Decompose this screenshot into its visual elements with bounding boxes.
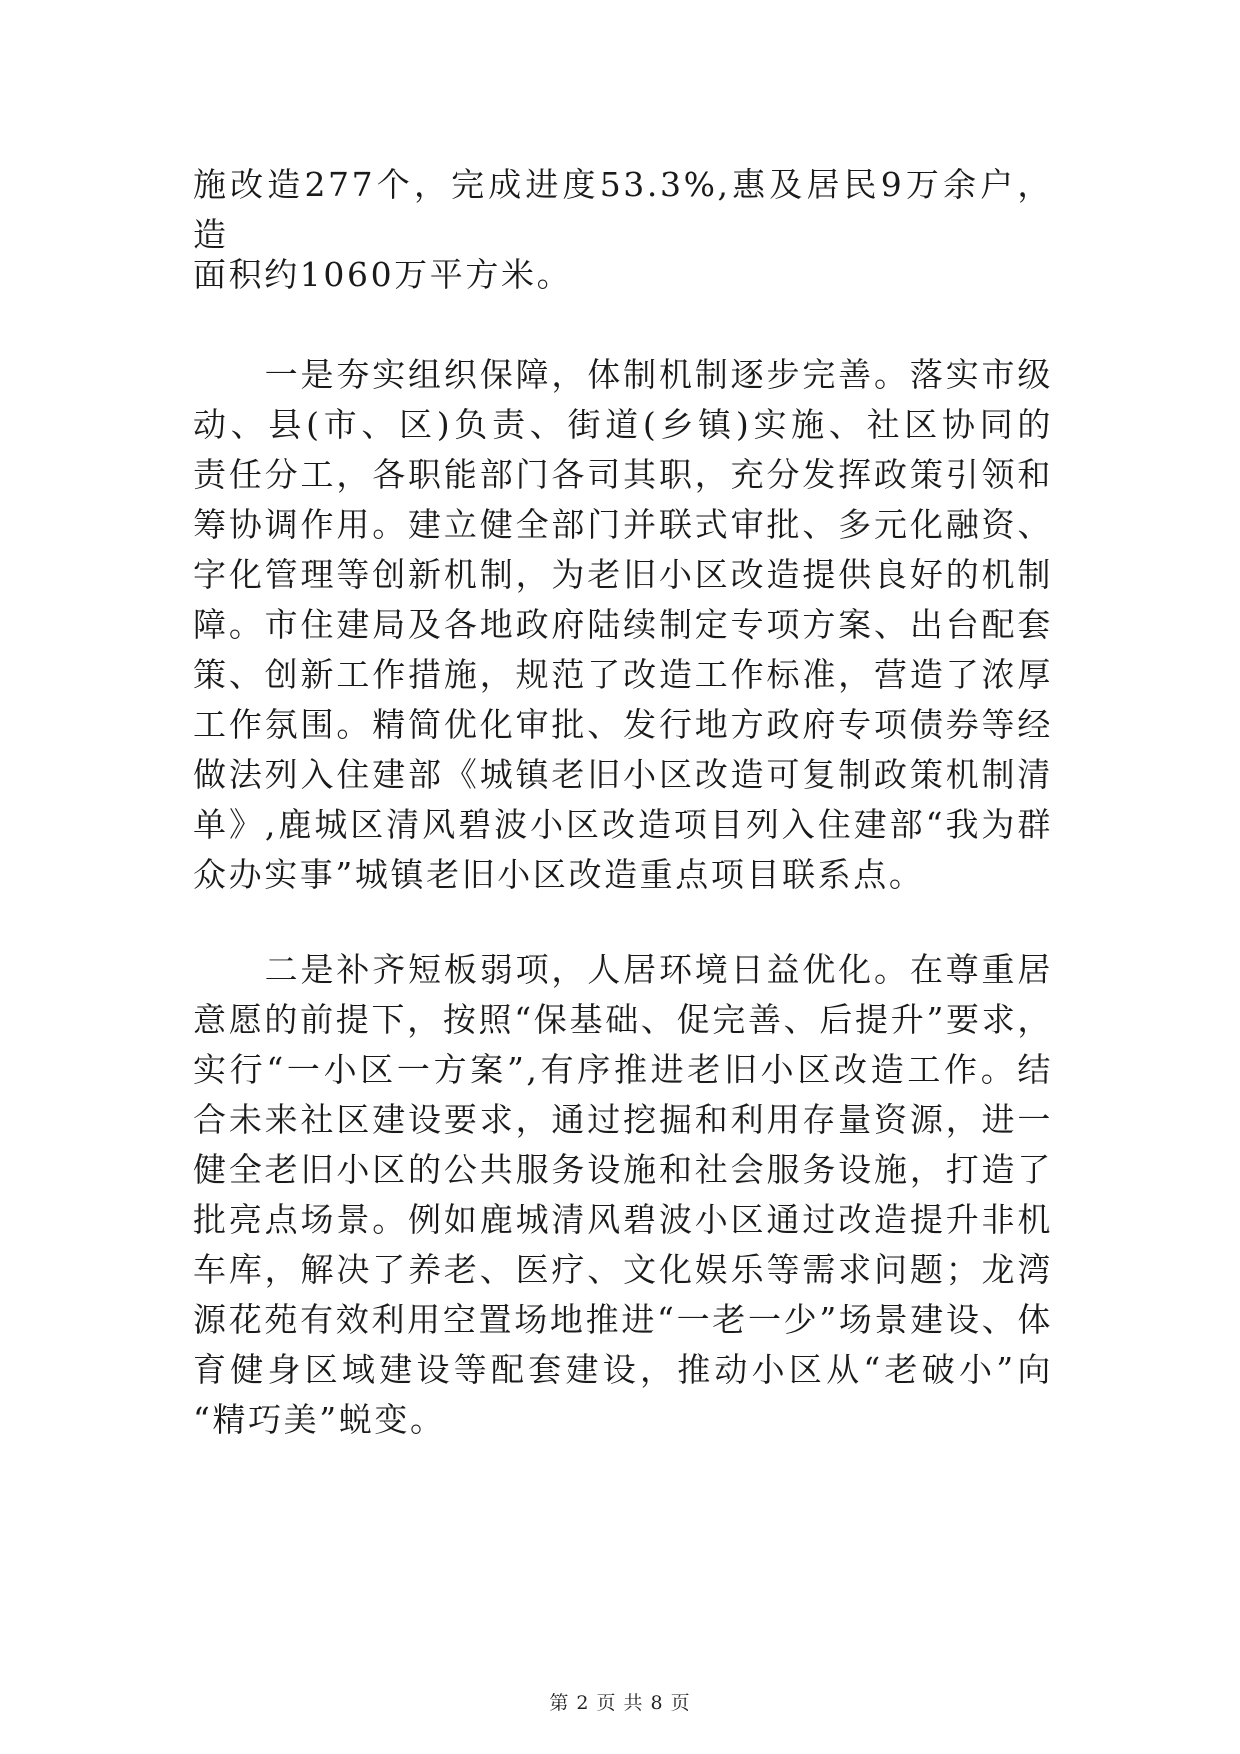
text-line: “精巧美”蜕变。 bbox=[193, 1400, 446, 1439]
text-line: 策、创新工作措施，规范了改造工作标准，营造了浓厚 bbox=[193, 655, 1053, 694]
text-line: 合未来社区建设要求，通过挖掘和利用存量资源，进一 bbox=[193, 1100, 1053, 1139]
text-line: 造 bbox=[193, 215, 229, 254]
text-line: 一是夯实组织保障，体制机制逐步完善。落实市级 bbox=[264, 355, 1053, 394]
paragraph-intro-continued bbox=[193, 250, 1053, 300]
text-line: 众办实事”城镇老旧小区改造重点项目联系点。 bbox=[193, 855, 925, 894]
text-line: 工作氛围。精简优化审批、发行地方政府专项债券等经 bbox=[193, 705, 1053, 744]
text-line: 面积约1060万平方米。 bbox=[193, 255, 573, 294]
paragraph-environment bbox=[193, 945, 1053, 1445]
text-line: 动、县(市、区)负责、街道(乡镇)实施、社区协同的 bbox=[193, 405, 1053, 444]
text-line: 育健身区域建设等配套建设，推动小区从“老破小”向 bbox=[193, 1350, 1053, 1389]
text-line: 障。市住建局及各地政府陆续制定专项方案、出台配套 bbox=[193, 605, 1053, 644]
text-line: 二是补齐短板弱项，人居环境日益优化。在尊重居 bbox=[264, 950, 1053, 989]
text-line: 健全老旧小区的公共服务设施和社会服务设施，打造了 bbox=[193, 1150, 1053, 1189]
paragraph-intro bbox=[193, 160, 1053, 260]
text-line: 实行“一小区一方案”,有序推进老旧小区改造工作。结 bbox=[193, 1050, 1053, 1089]
text-line: 意愿的前提下，按照“保基础、促完善、后提升”要求， bbox=[193, 1000, 1053, 1039]
text-line: 字化管理等创新机制，为老旧小区改造提供良好的机制 bbox=[193, 555, 1053, 594]
text-line: 批亮点场景。例如鹿城清风碧波小区通过改造提升非机 bbox=[193, 1200, 1053, 1239]
paragraph-organization bbox=[193, 350, 1053, 900]
text-line: 单》,鹿城区清风碧波小区改造项目列入住建部“我为群 bbox=[193, 805, 1053, 844]
text-line: 筹协调作用。建立健全部门并联式审批、多元化融资、 bbox=[193, 505, 1053, 544]
text-line: 车库，解决了养老、医疗、文化娱乐等需求问题；龙湾 bbox=[193, 1250, 1053, 1289]
text-line: 源花苑有效利用空置场地推进“一老一少”场景建设、体 bbox=[193, 1300, 1053, 1339]
text-line: 责任分工，各职能部门各司其职，充分发挥政策引领和 bbox=[193, 455, 1053, 494]
page-number-footer: 第 2 页 共 8 页 bbox=[549, 1692, 691, 1714]
text-line: 施改造277个，完成进度53.3%,惠及居民9万余户， bbox=[193, 165, 1053, 204]
text-line: 做法列入住建部《城镇老旧小区改造可复制政策机制清 bbox=[193, 755, 1053, 794]
